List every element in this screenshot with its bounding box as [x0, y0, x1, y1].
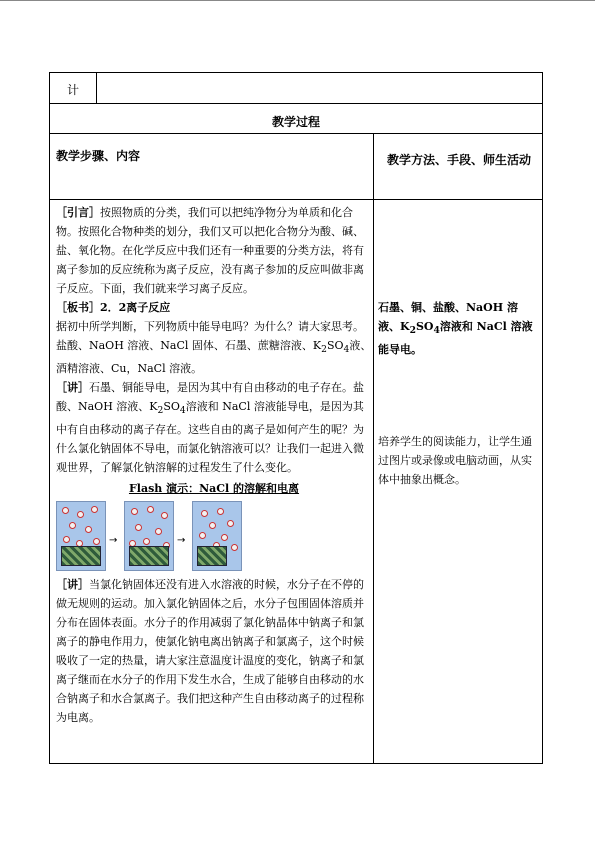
board-paragraph: [56, 298, 372, 317]
process-title: 教学过程: [271, 115, 320, 129]
formula-sub-2: 2: [157, 405, 164, 417]
formula-so: SO: [326, 339, 344, 352]
method-note-reading: 培养学生的阅读能力，让学生通过图片或录像或电脑动画，从实体中抽象出概念。: [378, 435, 532, 486]
board-tag: ［板书］: [56, 301, 100, 314]
lecture1-text-b: 溶液和 NaCl 溶液能导电，是因为其中有自由移动的离子存在。这些自由的离子是如何产生的呢？为什么氯化钠固体不导电，而氯化钠溶液可以？让我们一起进入微观世界，了解氯化钠溶解的过程发生了什么变化。: [56, 400, 364, 475]
flash-demo-title: Flash 演示：NaCl 的溶解和电离: [128, 482, 300, 496]
formula-so: SO: [415, 320, 434, 333]
formula-sub-2: 2: [321, 344, 327, 356]
formula-sub-4: 4: [179, 405, 186, 417]
animation-frame-3: [192, 501, 242, 571]
nacl-crystal-icon: [129, 546, 169, 566]
substances-paragraph: [56, 336, 372, 378]
col-divider: [373, 133, 374, 764]
lecture2-paragraph: [56, 575, 372, 727]
question-paragraph: 据初中所学判断，下列物质中能导电吗？为什么？请大家思考。: [56, 320, 364, 333]
teaching-content: [56, 203, 372, 727]
intro-paragraph: [56, 203, 372, 298]
nacl-crystal-icon: [197, 546, 227, 566]
formula-so: SO: [163, 400, 180, 414]
formula-sub-4: 4: [343, 344, 350, 356]
note1-text-a: 石墨、铜、盐酸、NaOH 溶液、K: [378, 301, 518, 333]
right-arrow-icon: →: [177, 535, 186, 547]
row-divider: [50, 199, 542, 200]
col-divider: [96, 73, 97, 103]
column-header-methods: 教学方法、手段、师生活动: [386, 153, 531, 167]
substances-text-a: 盐酸、NaOH 溶液、NaCl 固体、石墨、蔗糖溶液、K: [56, 339, 322, 352]
row-divider: [50, 103, 542, 104]
method-note-conductivity: [378, 298, 538, 359]
formula-sub-2: 2: [409, 325, 416, 337]
substances-text-b: 液、酒精溶液、Cu，NaCl 溶液。: [56, 339, 372, 376]
top-rule: [0, 0, 595, 1]
right-arrow-icon: →: [109, 535, 118, 547]
column-header-steps: 教学步骤、内容: [56, 149, 141, 163]
nacl-crystal-icon: [61, 546, 101, 566]
lecture1-tag: ［讲］: [56, 381, 89, 395]
lesson-table: [49, 72, 543, 764]
header-cell-label: 计: [67, 83, 80, 97]
intro-tag: ［引言］: [56, 206, 100, 219]
lecture1-text-a: 石墨、铜能导电，是因为其中有自由移动的电子存在。盐酸、NaOH 溶液、K: [56, 381, 364, 414]
note1-text-b: 溶液和 NaCl 溶液能导电。: [378, 320, 533, 357]
animation-frame-1: [56, 501, 106, 571]
dissolution-animation-frames: [56, 501, 372, 571]
row-divider: [50, 133, 542, 134]
animation-frame-2: [124, 501, 174, 571]
lecture1-paragraph: [56, 378, 372, 477]
board-text: 2．2离子反应: [100, 301, 171, 314]
lecture2-text: 当氯化钠固体还没有进入水溶液的时候，水分子在不停的做无规则的运动。加入氯化钠固体之后，水分子包围固体溶质并分布在固体表面。水分子的作用减弱了氯化钠晶体中钠离子和氯离子的静电作用力，使氯化钠电离出钠离子和氯离子，这个时候吸收了一定的热量，请大家注意温度计温度的变化，钠离子和氯离子继而在水分子的作用下发生水合，生成了能够自由移动的水合钠离子和水合氯离子。我们把这种产生自由移动离子的过程称为电离。: [56, 578, 364, 725]
formula-sub-4: 4: [433, 325, 440, 337]
lecture2-tag: ［讲］: [56, 578, 89, 592]
intro-text: 按照物质的分类，我们可以把纯净物分为单质和化合物。按照化合物种类的划分，我们又可以把化合物分为酸、碱、盐、氧化物。在化学反应中我们还有一种重要的分类方法，将有离子参加的反应统称为离子反应，没有离子参加的反应叫做非离子反应。下面，我们就来学习离子反应。: [56, 206, 364, 295]
